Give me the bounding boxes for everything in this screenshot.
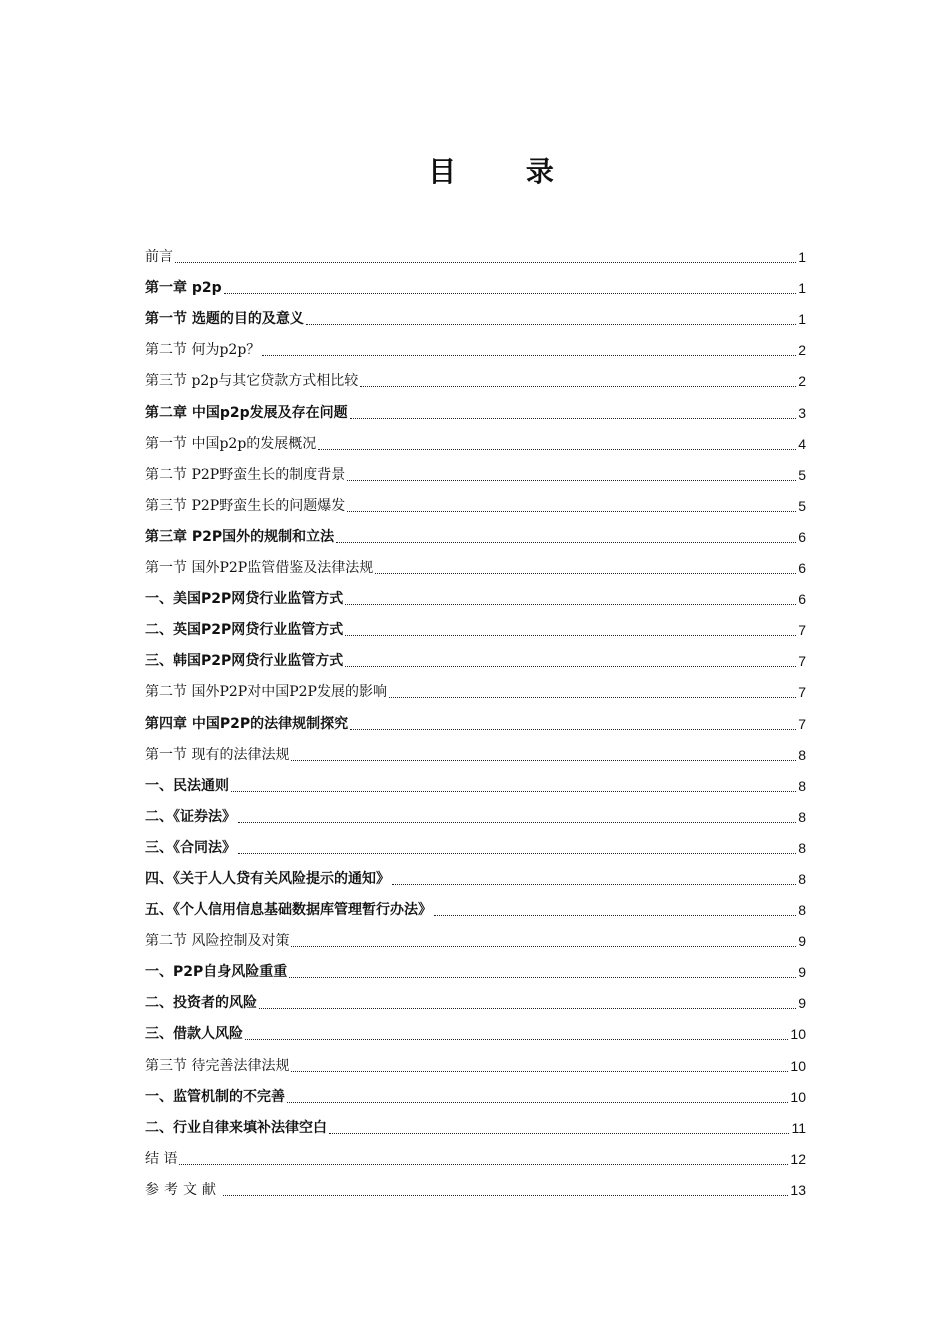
toc-entry-label: 参考文献 xyxy=(145,1181,221,1198)
toc-entry-page-number: 10 xyxy=(790,1026,806,1043)
toc-entry[interactable] xyxy=(145,951,806,982)
toc-entry-label: 第一节 现有的法律法规 xyxy=(145,746,290,763)
toc-leader-dots xyxy=(224,292,797,294)
toc-entry[interactable] xyxy=(145,454,806,485)
toc-entry-page-number: 9 xyxy=(798,964,806,981)
toc-entry-label: 第四章 中国P2P的法律规制探究 xyxy=(145,715,349,732)
toc-leader-dots xyxy=(389,696,796,698)
toc-entry[interactable] xyxy=(145,329,806,360)
toc-entry[interactable] xyxy=(145,423,806,454)
toc-leader-dots xyxy=(306,323,796,325)
toc-entry[interactable] xyxy=(145,267,806,298)
toc-entry[interactable] xyxy=(145,982,806,1013)
toc-leader-dots xyxy=(223,1194,788,1196)
toc-entry-page-number: 8 xyxy=(798,870,806,887)
toc-entry-label: 第三节 待完善法律法规 xyxy=(145,1057,290,1074)
toc-leader-dots xyxy=(345,603,796,605)
toc-entry-page-number: 7 xyxy=(798,622,806,639)
toc-entry-label: 三、《合同法》 xyxy=(145,839,236,856)
toc-entry-label: 一、美国P2P网贷行业监管方式 xyxy=(145,591,344,608)
toc-entry-label: 四、《关于人人贷有关风险提示的通知》 xyxy=(145,870,390,887)
toc-entry[interactable] xyxy=(145,516,806,547)
toc-entry-page-number: 10 xyxy=(790,1057,806,1074)
toc-leader-dots xyxy=(392,883,796,885)
toc-leader-dots xyxy=(238,821,796,823)
toc-leader-dots xyxy=(345,665,796,667)
toc-entry-label: 第二节 风险控制及对策 xyxy=(145,933,290,950)
toc-entry[interactable] xyxy=(145,734,806,765)
toc-entry-page-number: 1 xyxy=(798,249,806,266)
toc-entry-page-number: 6 xyxy=(798,591,806,608)
toc-entry-label: 前言 xyxy=(145,249,173,266)
toc-entry[interactable] xyxy=(145,1138,806,1169)
toc-leader-dots xyxy=(287,1101,788,1103)
toc-entry-page-number: 12 xyxy=(790,1150,806,1167)
toc-entry[interactable] xyxy=(145,485,806,516)
toc-leader-dots xyxy=(262,354,796,356)
toc-entry[interactable] xyxy=(145,1013,806,1044)
toc-leader-dots xyxy=(345,634,796,636)
toc-entry-page-number: 8 xyxy=(798,746,806,763)
toc-entry-label: 结 语 xyxy=(145,1150,178,1167)
toc-entry-page-number: 5 xyxy=(798,466,806,483)
table-of-contents xyxy=(145,236,806,1200)
toc-leader-dots xyxy=(291,759,796,761)
toc-leader-dots xyxy=(347,510,796,512)
toc-entry-page-number: 7 xyxy=(798,653,806,670)
toc-entry-page-number: 9 xyxy=(798,995,806,1012)
toc-entry-page-number: 3 xyxy=(798,404,806,421)
toc-entry[interactable] xyxy=(145,547,806,578)
toc-entry-page-number: 6 xyxy=(798,560,806,577)
toc-entry-label: 三、借款人风险 xyxy=(145,1026,243,1043)
toc-entry-page-number: 13 xyxy=(790,1181,806,1198)
toc-entry-label: 二、投资者的风险 xyxy=(145,995,257,1012)
toc-entry[interactable] xyxy=(145,609,806,640)
toc-entry-label: 第二节 国外P2P对中国P2P发展的影响 xyxy=(145,684,387,701)
toc-entry-label: 第一节 国外P2P监管借鉴及法律法规 xyxy=(145,560,374,577)
toc-entry-label: 二、行业自律来填补法律空白 xyxy=(145,1119,327,1136)
toc-leader-dots xyxy=(179,1163,788,1165)
toc-entry[interactable] xyxy=(145,236,806,267)
toc-entry-page-number: 8 xyxy=(798,808,806,825)
toc-entry-page-number: 7 xyxy=(798,684,806,701)
toc-entry[interactable] xyxy=(145,702,806,733)
toc-entry[interactable] xyxy=(145,1044,806,1075)
toc-entry-page-number: 11 xyxy=(791,1119,806,1136)
toc-entry-label: 五、《个人信用信息基础数据库管理暂行办法》 xyxy=(145,902,432,919)
toc-entry-label: 一、P2P自身风险重重 xyxy=(145,964,288,981)
toc-entry-page-number: 2 xyxy=(798,373,806,390)
toc-entry-page-number: 8 xyxy=(798,902,806,919)
toc-entry[interactable] xyxy=(145,796,806,827)
toc-entry-page-number: 1 xyxy=(798,311,806,328)
toc-entry-page-number: 4 xyxy=(798,435,806,452)
toc-leader-dots xyxy=(238,852,796,854)
toc-leader-dots xyxy=(175,261,796,263)
toc-leader-dots xyxy=(434,914,796,916)
toc-entry-label: 二、英国P2P网贷行业监管方式 xyxy=(145,622,344,639)
toc-entry-label: 一、民法通则 xyxy=(145,777,229,794)
toc-entry-page-number: 8 xyxy=(798,777,806,794)
toc-entry[interactable] xyxy=(145,1169,806,1200)
toc-entry-label: 第二节 P2P野蛮生长的制度背景 xyxy=(145,466,346,483)
toc-entry[interactable] xyxy=(145,640,806,671)
toc-entry-label: 第一节 中国p2p的发展概况 xyxy=(145,435,317,452)
toc-entry-label: 第三章 P2P国外的规制和立法 xyxy=(145,528,335,545)
toc-leader-dots xyxy=(318,448,796,450)
toc-leader-dots xyxy=(291,1070,788,1072)
toc-leader-dots xyxy=(347,479,796,481)
toc-entry[interactable] xyxy=(145,858,806,889)
toc-entry[interactable] xyxy=(145,360,806,391)
toc-entry[interactable] xyxy=(145,1107,806,1138)
toc-entry-label: 第一节 选题的目的及意义 xyxy=(145,311,304,328)
toc-entry-page-number: 8 xyxy=(798,839,806,856)
toc-entry-label: 第二章 中国p2p发展及存在问题 xyxy=(145,404,348,421)
toc-title: 目 录 xyxy=(428,155,584,188)
toc-leader-dots xyxy=(289,976,796,978)
toc-leader-dots xyxy=(291,945,796,947)
toc-leader-dots xyxy=(245,1038,788,1040)
toc-entry-page-number: 2 xyxy=(798,342,806,359)
toc-entry-page-number: 10 xyxy=(790,1088,806,1105)
toc-entry-page-number: 5 xyxy=(798,497,806,514)
toc-entry-page-number: 1 xyxy=(798,280,806,297)
toc-entry-label: 第三节 P2P野蛮生长的问题爆发 xyxy=(145,497,346,514)
toc-entry[interactable] xyxy=(145,391,806,422)
toc-entry-page-number: 9 xyxy=(798,933,806,950)
toc-leader-dots xyxy=(375,572,796,574)
toc-entry[interactable] xyxy=(145,298,806,329)
toc-entry[interactable] xyxy=(145,827,806,858)
toc-entry-label: 一、监管机制的不完善 xyxy=(145,1088,285,1105)
toc-entry[interactable] xyxy=(145,1076,806,1107)
toc-entry[interactable] xyxy=(145,578,806,609)
toc-entry[interactable] xyxy=(145,889,806,920)
toc-leader-dots xyxy=(231,790,796,792)
toc-entry[interactable] xyxy=(145,765,806,796)
toc-entry[interactable] xyxy=(145,920,806,951)
toc-entry-page-number: 7 xyxy=(798,715,806,732)
toc-entry-label: 第一章 p2p xyxy=(145,280,222,297)
toc-leader-dots xyxy=(350,417,797,419)
toc-entry[interactable] xyxy=(145,671,806,702)
toc-entry-label: 三、韩国P2P网贷行业监管方式 xyxy=(145,653,344,670)
toc-entry-page-number: 6 xyxy=(798,528,806,545)
toc-entry-label: 第二节 何为p2p？ xyxy=(145,342,261,359)
toc-leader-dots xyxy=(360,385,796,387)
toc-leader-dots xyxy=(329,1132,789,1134)
toc-entry-label: 二、《证券法》 xyxy=(145,808,236,825)
toc-leader-dots xyxy=(350,728,796,730)
toc-leader-dots xyxy=(259,1007,796,1009)
toc-leader-dots xyxy=(336,541,796,543)
toc-entry-label: 第三节 p2p与其它贷款方式相比较 xyxy=(145,373,359,390)
